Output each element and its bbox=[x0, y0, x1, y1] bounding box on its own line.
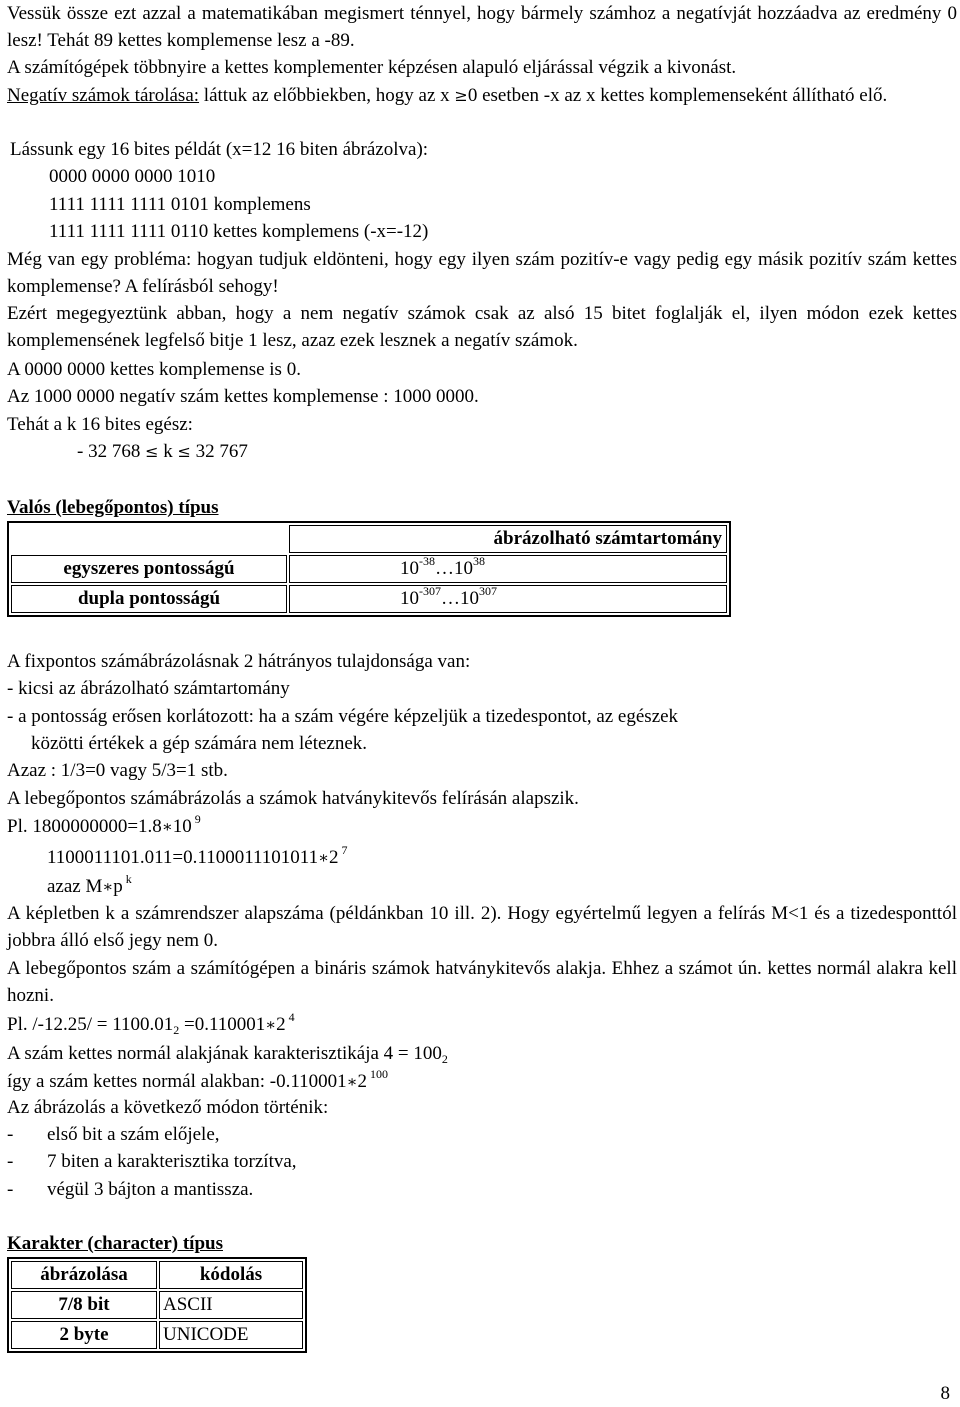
ex4-a: Pl. /-12.25/ = 1100.01 bbox=[7, 1014, 174, 1035]
ex3-exp: k bbox=[122, 872, 132, 886]
fixpoint-p11: Az ábrázolás a következő módon történik: bbox=[7, 1097, 329, 1118]
p9-a: A szám kettes normál alakjának karakterisztikája 4 = 100 bbox=[7, 1043, 442, 1064]
range-exp-a: -38 bbox=[419, 554, 435, 568]
float-section-heading: Valós (lebegőpontos) típus bbox=[7, 497, 219, 518]
star-symbol: ∗ bbox=[318, 848, 329, 867]
ex4-sub: 2 bbox=[173, 1023, 180, 1037]
char-cell-size: 7/8 bit bbox=[11, 1291, 157, 1319]
range-base-a: 10 bbox=[400, 558, 419, 579]
list-item bbox=[7, 1148, 297, 1175]
float-row-label: dupla pontosságú bbox=[11, 585, 287, 613]
fixpoint-p1: A fixpontos számábrázolásnak 2 hátrányos tulajdonsága van: bbox=[7, 651, 471, 672]
float-table-header-row bbox=[11, 525, 727, 553]
ex2-a: 1100011101.011=0.1100011101011 bbox=[47, 847, 319, 868]
range-exp-b: 38 bbox=[473, 554, 485, 568]
bits-line-3: 1111 1111 1111 0110 kettes komplemens (-x=-12) bbox=[49, 221, 429, 242]
range-base-a: 10 bbox=[400, 588, 419, 609]
char-cell-size: 2 byte bbox=[11, 1321, 157, 1349]
ex1-a: Pl. 1800000000=1.8 bbox=[7, 816, 162, 837]
char-section-heading: Karakter (character) típus bbox=[7, 1233, 223, 1254]
list-item bbox=[7, 1121, 220, 1148]
fixpoint-p3: - a pontosság erősen korlátozott: ha a szám végére képzeljük a tizedespontot, az egészek bbox=[7, 706, 679, 727]
negative-storage-text-b: 0 esetben -x az x kettes komplemenseként állítható elő. bbox=[467, 85, 888, 106]
char-cell-encoding: UNICODE bbox=[159, 1321, 303, 1349]
float-row-range bbox=[289, 585, 727, 613]
paragraph-negative-storage bbox=[7, 82, 957, 109]
char-cell-encoding: ASCII bbox=[159, 1291, 303, 1319]
p10-a: így a szám kettes normál alakban: -0.110001 bbox=[7, 1071, 347, 1092]
fixpoint-p8: A lebegőpontos szám a számítógépen a bináris számok hatványkitevős alakja. Ehhez a számot ún. kettes normál alakra kell hozni. bbox=[7, 958, 957, 1006]
p10-exp: 100 bbox=[367, 1067, 388, 1081]
char-encoding-table bbox=[7, 1257, 307, 1353]
negative-storage-text-a: láttuk az előbbiekben, hogy az x bbox=[199, 85, 455, 106]
star-symbol: ∗ bbox=[161, 817, 173, 836]
ex4-b: =0.110001 bbox=[179, 1014, 266, 1035]
paragraph-neg-1000: Az 1000 0000 negatív szám kettes komplemense : 1000 0000. bbox=[7, 386, 479, 407]
fixpoint-p2: - kicsi az ábrázolható számtartomány bbox=[7, 678, 290, 699]
list-text: végül 3 bájton a mantissza. bbox=[47, 1179, 254, 1200]
range-max: 32 767 bbox=[190, 441, 248, 462]
fixpoint-p9 bbox=[7, 1040, 448, 1067]
range-min: - 32 768 bbox=[77, 441, 146, 462]
ex2-b: 2 bbox=[328, 847, 339, 868]
list-dash: - bbox=[7, 1151, 14, 1172]
star-symbol: ∗ bbox=[102, 877, 114, 896]
ex3-a: azaz M bbox=[47, 876, 103, 897]
float-range-table bbox=[7, 521, 731, 617]
fixpoint-p10 bbox=[7, 1068, 388, 1095]
table-row bbox=[11, 1291, 303, 1319]
fixpoint-p5: Azaz : 1/3=0 vagy 5/3=1 stb. bbox=[7, 760, 228, 781]
paragraph-zero: A 0000 0000 kettes komplemense is 0. bbox=[7, 359, 301, 380]
float-row-range bbox=[289, 555, 727, 583]
ex1-b: 10 bbox=[172, 816, 192, 837]
range-ellipsis: … bbox=[441, 588, 460, 609]
p10-b: 2 bbox=[357, 1071, 367, 1092]
list-dash: - bbox=[7, 1124, 14, 1145]
range-ellipsis: … bbox=[435, 558, 454, 579]
range-formula bbox=[77, 438, 248, 465]
ex3-b: p bbox=[113, 876, 123, 897]
bits-line-2: 1111 1111 1111 0101 komplemens bbox=[49, 194, 311, 215]
paragraph-problem: Még van egy probléma: hogyan tudjuk eldönteni, hogy egy ilyen szám pozitív-e vagy pedig egy másik pozitív szám kettes komplemense? A felírásból sehogy! bbox=[7, 249, 957, 297]
char-table-header-row bbox=[11, 1261, 303, 1289]
float-table-row bbox=[11, 585, 727, 613]
paragraph-range-intro: Tehát a k 16 bites egész: bbox=[7, 414, 193, 435]
float-table-row bbox=[11, 555, 727, 583]
fixpoint-p6: A lebegőpontos számábrázolás a számok hatványkitevős felírásán alapszik. bbox=[7, 788, 579, 809]
float-example-1 bbox=[7, 813, 201, 840]
range-var: k bbox=[158, 441, 178, 462]
char-header-encoding: kódolás bbox=[159, 1261, 303, 1289]
fixpoint-p7: A képletben k a számrendszer alapszáma (példánkban 10 ill. 2). Hogy egyértelmű legyen a felírás M<1 és a tizedesponttól jobbra álló első jegy nem 0. bbox=[7, 903, 957, 951]
star-symbol: ∗ bbox=[346, 1072, 358, 1091]
ex2-exp: 7 bbox=[338, 843, 348, 857]
p9-sub: 2 bbox=[441, 1052, 448, 1066]
le-symbol: ≤ bbox=[145, 442, 159, 461]
float-example-2 bbox=[47, 844, 347, 871]
range-exp-a: -307 bbox=[419, 584, 441, 598]
ex4-c: 2 bbox=[276, 1014, 286, 1035]
table-row bbox=[11, 1321, 303, 1349]
ex4-exp: 4 bbox=[285, 1010, 295, 1024]
list-text: 7 biten a karakterisztika torzítva, bbox=[47, 1151, 297, 1172]
float-example-4 bbox=[7, 1011, 295, 1038]
paragraph-complement-intro: Vessük össze ezt azzal a matematikában megismert ténnyel, hogy bármely számhoz a negatívját hozzáadva az eredmény 0 lesz! Tehát 89 kettes komplemense lesz a -89. bbox=[7, 3, 957, 51]
ex1-exp: 9 bbox=[191, 812, 201, 826]
char-header-representation: ábrázolása bbox=[11, 1261, 157, 1289]
list-item bbox=[7, 1176, 253, 1203]
list-dash: - bbox=[7, 1179, 14, 1200]
list-text: első bit a szám előjele, bbox=[47, 1124, 220, 1145]
float-table-empty-cell bbox=[11, 525, 287, 553]
le-symbol-2: ≤ bbox=[177, 442, 191, 461]
range-exp-b: 307 bbox=[479, 584, 497, 598]
range-base-b: 10 bbox=[460, 588, 479, 609]
fixpoint-p4: közötti értékek a gép számára nem léteznek. bbox=[31, 733, 368, 754]
paragraph-agreement: Ezért megegyeztünk abban, hogy a nem negatív számok csak az alsó 15 bitet foglalják el, ilyen módon ezek kettes komplemensének legfelső bitje 1 lesz, azaz ezek lesznek a negatív számok. bbox=[7, 303, 957, 351]
page-number: 8 bbox=[940, 1383, 950, 1404]
paragraph-subtraction: A számítógépek többnyire a kettes komplementer képzésen alapuló eljárással végzik a kivonást. bbox=[7, 57, 737, 78]
star-symbol: ∗ bbox=[265, 1015, 277, 1034]
example-intro: Lássunk egy 16 bites példát (x=12 16 biten ábrázolva): bbox=[10, 139, 429, 160]
negative-storage-heading: Negatív számok tárolása: bbox=[7, 85, 200, 106]
range-base-b: 10 bbox=[454, 558, 473, 579]
float-row-label: egyszeres pontosságú bbox=[11, 555, 287, 583]
float-example-3 bbox=[47, 873, 132, 900]
float-table-header: ábrázolható számtartomány bbox=[289, 525, 727, 553]
ge-symbol: ≥ bbox=[454, 86, 468, 105]
bits-line-1: 0000 0000 0000 1010 bbox=[49, 166, 216, 187]
